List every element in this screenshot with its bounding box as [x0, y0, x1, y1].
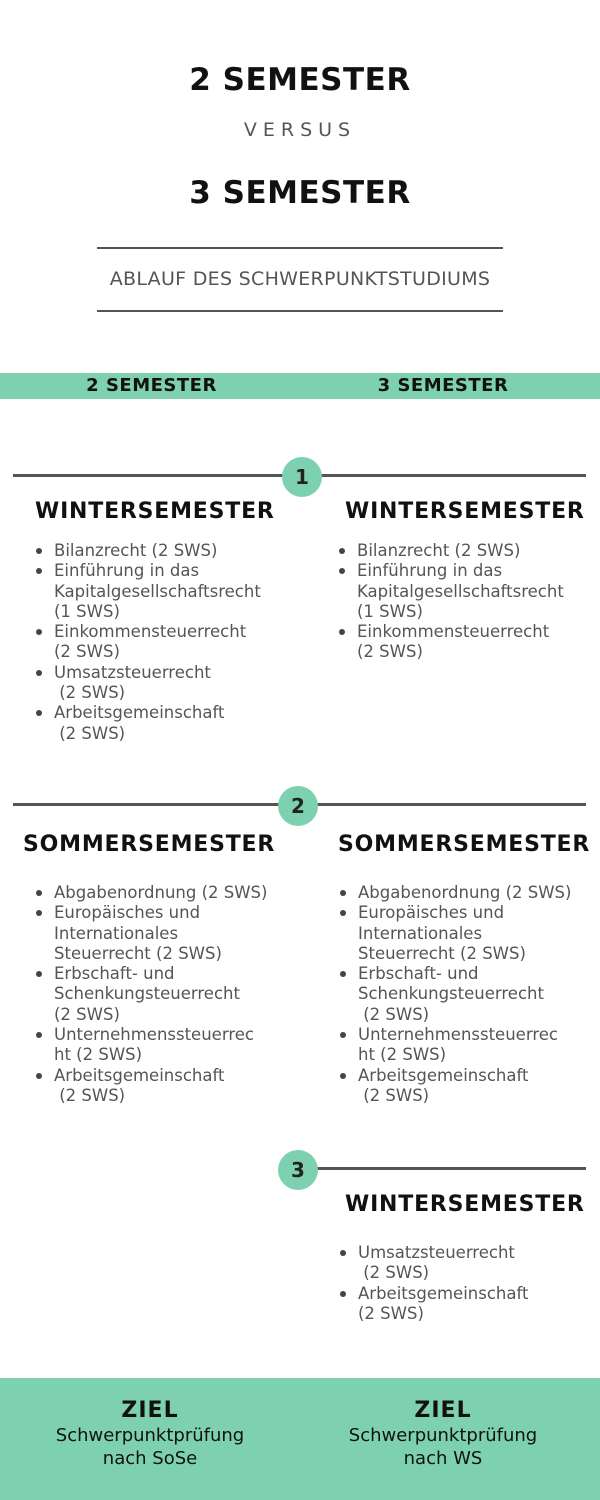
step1-left-course-list [34, 541, 261, 744]
step2-left-title: SOMMERSEMESTER [23, 832, 276, 857]
list-item: Umsatzsteuerrecht (2 SWS) [338, 1243, 528, 1284]
goal-left-text: Schwerpunktprüfung nach SoSe [55, 1425, 245, 1469]
list-item: Einkommensteuerrecht (2 SWS) [337, 622, 564, 663]
step-marker-1: 1 [282, 457, 322, 497]
step2-right-title: SOMMERSEMESTER [338, 832, 591, 857]
list-item: Arbeitsgemeinschaft (2 SWS) [34, 703, 261, 744]
list-item: Erbschaft- und Schenkungsteuerrecht (2 SWS) [34, 964, 267, 1025]
list-item: Arbeitsgemeinschaft (2 SWS) [338, 1066, 571, 1107]
column-header-bar [0, 373, 600, 399]
list-item: Unternehmenssteuerrec ht (2 SWS) [338, 1025, 571, 1066]
subtitle: ABLAUF DES SCHWERPUNKTSTUDIUMS [109, 268, 491, 290]
step3-right-title: WINTERSEMESTER [345, 1192, 585, 1217]
list-item: Unternehmenssteuerrec ht (2 SWS) [34, 1025, 267, 1066]
list-item: Erbschaft- und Schenkungsteuerrecht (2 SWS) [338, 964, 571, 1025]
step-marker-2: 2 [278, 786, 318, 826]
title-3-semester: 3 SEMESTER [189, 175, 411, 211]
step1-left-title: WINTERSEMESTER [35, 499, 275, 524]
list-item: Bilanzrecht (2 SWS) [34, 541, 261, 561]
list-item: Arbeitsgemeinschaft (2 SWS) [34, 1066, 267, 1107]
list-item: Bilanzrecht (2 SWS) [337, 541, 564, 561]
list-item: Abgabenordnung (2 SWS) [34, 883, 267, 903]
goal-right [293, 1398, 593, 1470]
column-header-right: 3 SEMESTER [377, 375, 509, 396]
step1-right-title: WINTERSEMESTER [345, 499, 585, 524]
step2-left-course-list [34, 883, 267, 1106]
list-item: Abgabenordnung (2 SWS) [338, 883, 571, 903]
goal-right-text: Schwerpunktprüfung nach WS [348, 1425, 538, 1469]
goal-bar [0, 1378, 600, 1500]
list-item: Europäisches und Internationales Steuerrecht (2 SWS) [34, 903, 267, 964]
goal-right-label: ZIEL [414, 1398, 472, 1423]
title-2-semester: 2 SEMESTER [189, 62, 411, 98]
step1-right-course-list [337, 541, 564, 663]
list-item: Einführung in das Kapitalgesellschaftsrecht (1 SWS) [337, 561, 564, 622]
versus-label: VERSUS [243, 119, 357, 141]
timeline-line-3 [298, 1167, 586, 1170]
step2-right-course-list [338, 883, 571, 1106]
list-item: Europäisches und Internationales Steuerrecht (2 SWS) [338, 903, 571, 964]
goal-left-label: ZIEL [121, 1398, 179, 1423]
list-item: Einführung in das Kapitalgesellschaftsrecht (1 SWS) [34, 561, 261, 622]
column-header-left: 2 SEMESTER [86, 375, 217, 396]
header-divider-bottom [97, 310, 503, 312]
step3-right-course-list [338, 1243, 528, 1324]
step-marker-3: 3 [278, 1150, 318, 1190]
list-item: Einkommensteuerrecht (2 SWS) [34, 622, 261, 663]
header-divider-top [97, 247, 503, 249]
list-item: Arbeitsgemeinschaft (2 SWS) [338, 1284, 528, 1325]
list-item: Umsatzsteuerrecht (2 SWS) [34, 663, 261, 704]
goal-left [0, 1398, 300, 1470]
